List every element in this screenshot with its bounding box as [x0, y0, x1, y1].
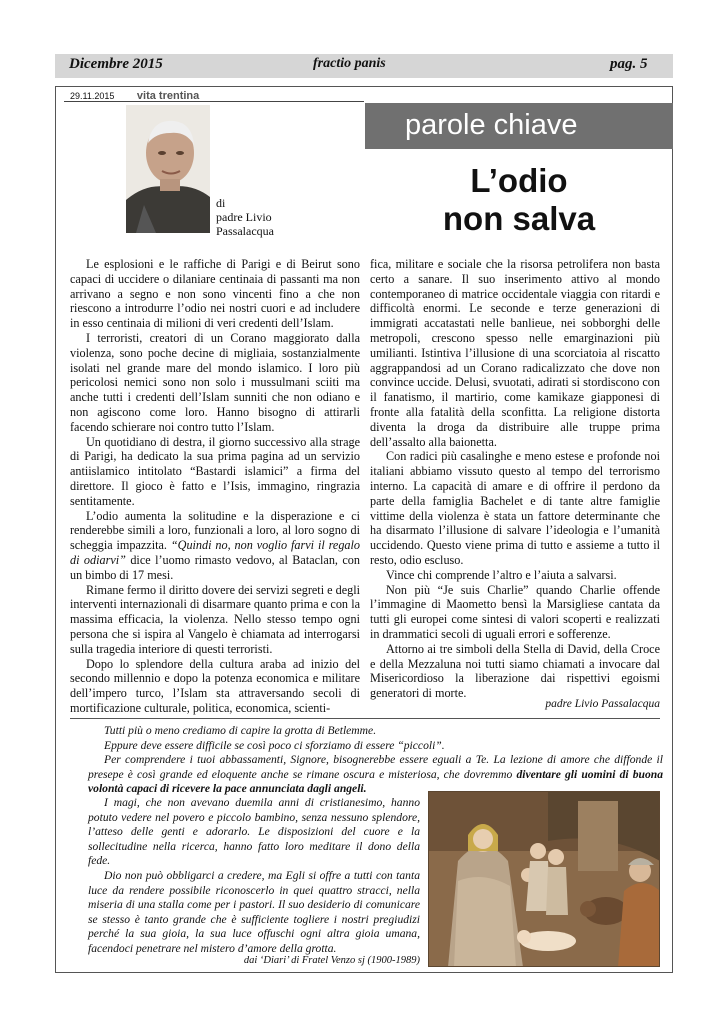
article-column-1 [70, 257, 360, 716]
title-line-2: non salva [442, 200, 596, 237]
meditation-paragraph: I magi, che non avevano duemila anni di cristianesimo, hanno potuto vedere nel povero e piccolo bambino, senza nessuno splendore, l’atteso delle genti e adorarlo. Le disposizioni del cuore e la sollecitudine nella ricerca, hanno fatto loro meditare il dono della fede. [88, 796, 420, 868]
paragraph: Rimane fermo il diritto dovere dei servizi segreti e degli interventi internazionali di disarmare quanto prima e con la massima efficacia, la violenza. Nello stesso tempo ogni persona che si ispira al Vangelo è chiamata ad interrogarsi sulla tragedia interiore di questi terroristi. [70, 582, 360, 656]
nativity-painting [428, 791, 660, 967]
meditation-paragraph: Dio non può obbligarci a credere, ma Egli si offre a tutti con tanta luce da rendere possibile riconoscerlo in quei quattro stracci, nella miseria di una stalla come per i pastori. Il suo desiderio di comunicare se stesso è tanto grande che è sufficiente togliere i nostri pregiudizi perché la sua gioia, la sua luce offuschi ogni altra gioia umana, facendoci penetrare nel mistero d’amore della grotta. [88, 868, 420, 955]
source-date: 29.11.2015 [70, 91, 115, 101]
article-column-2 [370, 257, 660, 701]
source-dateline [70, 90, 199, 102]
section-label: parole chiave [405, 109, 578, 141]
byline-prefix: di [216, 196, 226, 210]
meditation-emphasis: diventare gli uomini di buona volontà capaci di ricevere la pace annunciata dagli angeli. [88, 767, 663, 796]
paragraph: Le esplosioni e le raffiche di Parigi e di Beirut sono capaci di uccidere o dilaniare centinaia di passanti ma non arrivano a segno e non sono vincenti fino a che non riescono a introdurre l’odio nei nostri cuori e ad includere in esso centinaia di milioni di veri credenti dell’Islam. [70, 257, 360, 331]
meditation-line: Tutti più o meno crediamo di capire la grotta di Betlemme. [104, 724, 377, 737]
quote-continuation: dice l’uomo rimasto vedovo, al Bataclan, con un bimbo di 17 mesi. [70, 552, 360, 582]
divider [70, 718, 660, 719]
title-line-1: L’odio [470, 162, 568, 199]
byline [216, 196, 274, 238]
paragraph: Con radici più casalinghe e meno estese e profonde noi italiani abbiamo vissuto questo al tempo del terrorismo interno. La capacità di amare e di offrire il perdono da parte della famiglia Bachelet e di tante altre famiglie vittime della violenza è stata un fattore determinante che ha disarmato l’illusione di salvare l’ideologia e l’umanità uccidendo. Questo viene prima di tutto e assieme a tutto il resto, odio escluso. [370, 449, 660, 567]
paragraph: Un quotidiano di destra, il giorno successivo alla strage di Parigi, ha dedicato la sua prima pagina ad un servizio antiislamico intitolato “Bastardi islamici” a firma del direttore. Il gioco è fatto e l’Isis, immagino, ringrazia sentitamente. [70, 434, 360, 508]
paragraph [70, 509, 360, 583]
header-publication: fractio panis [313, 56, 386, 71]
byline-name-1: padre Livio [216, 210, 272, 224]
header-page-number: pag. 5 [610, 56, 648, 72]
quote: “Quindi no, non voglio farvi il regalo di odiarvi” [70, 538, 360, 567]
author-photo [126, 105, 210, 233]
paragraph: I terroristi, creatori di un Corano maggiorato dalla violenza, sono poche decine di migliaia, sostanzialmente isolati nel grande mare del mondo islamico. I loro più pericolosi nemici sono non solo i mussulmani sciiti ma anche tutti i credenti dell’Islam sunniti che non odiano e non agiscono come loro. Hanno bisogno di attirarli facendo schierare noi contro tutto l’Islam. [70, 330, 360, 434]
header-date: Dicembre 2015 [69, 56, 163, 72]
page-header [55, 54, 673, 78]
source-name: vita trentina [136, 90, 200, 102]
meditation-text: Per comprendere i tuoi abbassamenti, Signore, bisognerebbe essere eguali a Te. La lezione di amore che diffonde il presepe è così grande ed eloquente anche se rimane oscura e misteriosa, che dovremmo [88, 753, 663, 781]
meditation-source: dai ‘Diari’ di Fratel Venzo sj (1900-1989) [243, 955, 420, 966]
paragraph: Vince chi comprende l’altro e l’aiuta a salvarsi. [386, 567, 617, 582]
meditation-line: Eppure deve essere difficile se così poco ci sforziamo di essere “piccoli”. [104, 738, 445, 752]
paragraph: fica, militare e sociale che la risorsa petrolifera non basta certo a sanare. Il suo inserimento attivo al mondo contemporaneo di matrice occidentale viaggia con ritardi e difficoltà enormi. Le seconde e terze generazioni di immigrati accatastati nelle banlieue, nei sobborghi delle metropoli, crescono spesso nelle emarginazioni più umilianti. Istintiva l’illusione di una scorciatoia al riscatto aggrappandosi ad un Corano radicalizzato che dove non convince uccide. Delusi, svuotati, adirati si stordiscono con il fanatismo, il martirio, come kamikaze giapponesi di fronte alla fatalità della sconfitta. La religione distorta diventa la droga da distribuire alle truppe prima dell’assalto alla baionetta. [370, 257, 660, 449]
byline-name-2: Passalacqua [216, 224, 274, 238]
meditation-intro [88, 724, 663, 797]
article-title [365, 162, 673, 238]
paragraph: Dopo lo splendore della cultura araba ad inizio del secondo millennio e dopo la potenza economica e militare dell’impero turco, l’Islam sta attraversando secoli di mortificazione culturale, politica, economica, scienti- [70, 656, 360, 715]
paragraph: Non più “Je suis Charlie” quando Charlie offende l’immagine di Maometto bensì la Marsigliese cantata da tutti gli europei come sintesi di valori scoperti e realizzati in drammatici secoli di uguali errori e sofferenze. [370, 582, 660, 641]
paragraph-text: L’odio aumenta la solitudine e la disperazione e ci renderebbe simili a loro, funzionali a loro, al loro sogno di scheggia impazzita. [70, 508, 360, 553]
meditation-body [88, 796, 420, 957]
paragraph: Attorno ai tre simboli della Stella di David, della Croce e della Mezzaluna noi tutti siamo chiamati a invocare dal Misericordioso la liberazione dai rispettivi egoismi generatori di morte. [370, 641, 660, 701]
article-signature: padre Livio Passalacqua [545, 698, 660, 710]
